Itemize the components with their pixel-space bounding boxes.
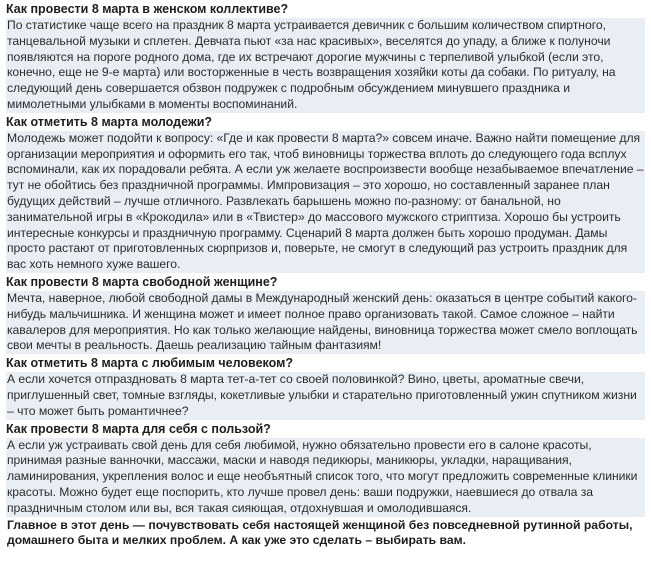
section-self-care: [6, 421, 645, 517]
section-text: А если уж устраивать свой день для себя любимой, нужно обязательно провести его в салоне красоты, принимая разные ванночки, массажи, маски и наводя педикюры, маникюры, укладки, наращивания, ламинирования, укрепления волос и еще необъятный список того, что могут предложить современные клиники красоты. Можно будет еще поспорить, кто лучше провел день: ваши подружки, наевшиеся до отвала за праздничным столом или вы, вся такая сияющая, отдохнувшая и омолодившаяся.: [6, 438, 645, 517]
section-text: Мечта, наверное, любой свободной дамы в Международный женский день: оказаться в центре событий какого-нибудь мальчишника. И женщина может и имеет полное право организовать такой. Самое сложное – найти кавалеров для мероприятия. Но как только желающие найдены, виновница торжества может смело воплощать свои мечты в реальность. Даешь реализацию тайным фантазиям!: [6, 291, 645, 354]
section-heading: Как провести 8 марта свободной женщине?: [6, 274, 645, 291]
section-heading: Как провести 8 марта в женском коллективе?: [6, 1, 645, 18]
section-heading: Как отметить 8 марта с любимым человеком?: [6, 355, 645, 372]
section-heading: Как провести 8 марта для себя с пользой?: [6, 421, 645, 438]
section-heading: Как отметить 8 марта молодежи?: [6, 114, 645, 131]
section-text: А если хочется отпраздновать 8 марта тет-а-тет со своей половинкой? Вино, цветы, ароматные свечи, приглушенный свет, томные взгляды, кокетливые улыбки и старательно приготовленный ужин спутником жизни – что может быть романтичнее?: [6, 372, 645, 419]
section-youth: [6, 114, 645, 273]
section-text: По статистике чаще всего на праздник 8 марта устраивается девичник с большим количеством спиртного, танцевальной музыки и сплетен. Девчата пьют «за нас красивых», веселятся до упаду, а ближе к полуночи появляются на пороге родного дома, где их встречают дорогие мужчины с терпеливой улыбкой (если это, конечно, еще не 9-е марта) или восторженные в честь возвращения хозяйки коты да собаки. По ритуалу, на следующий день совершается обзвон подружек с подробным обсуждением минувшего праздника и мимолетными улыбками в моменты воспоминаний.: [6, 18, 645, 113]
section-text: Молодежь может подойти к вопросу: «Где и как провести 8 марта?» совсем иначе. Важно найти помещение для организации мероприятия и оформить его так, чтоб виновницы торжества вплоть до следующего года всплух вспоминали, как их порадовали ребята. А если уж желаете воспроизвести вообще незабываемое впечатление – тут не обойтись без праздничной программы. Импровизация – это хорошо, но составленный заранее план будущих действий – лучше отличного. Развлекать барышень можно по-разному: от банальной, но занимательной игры в «Крокодила» или в «Твистер» до массового мужского стриптиза. Хорошо бы устроить интересные конкурсы и праздничную программу. Сценарий 8 марта должен быть хорошо продуман. Дамы просто растают от приготовленных сюрпризов и, поверьте, не смогут в следующий раз устроить праздник для вас хоть немного хуже вашего.: [7, 130, 644, 272]
conclusion-text: Главное в этот день — почувствовать себя настоящей женщиной без повседневной рутинной работы, домашнего быта и мелких проблем. А как уже это сделать – выбирать вам.: [7, 517, 633, 548]
section-loved-one: [6, 355, 645, 419]
section-collective: [6, 1, 645, 113]
section-single-woman: [6, 274, 645, 354]
